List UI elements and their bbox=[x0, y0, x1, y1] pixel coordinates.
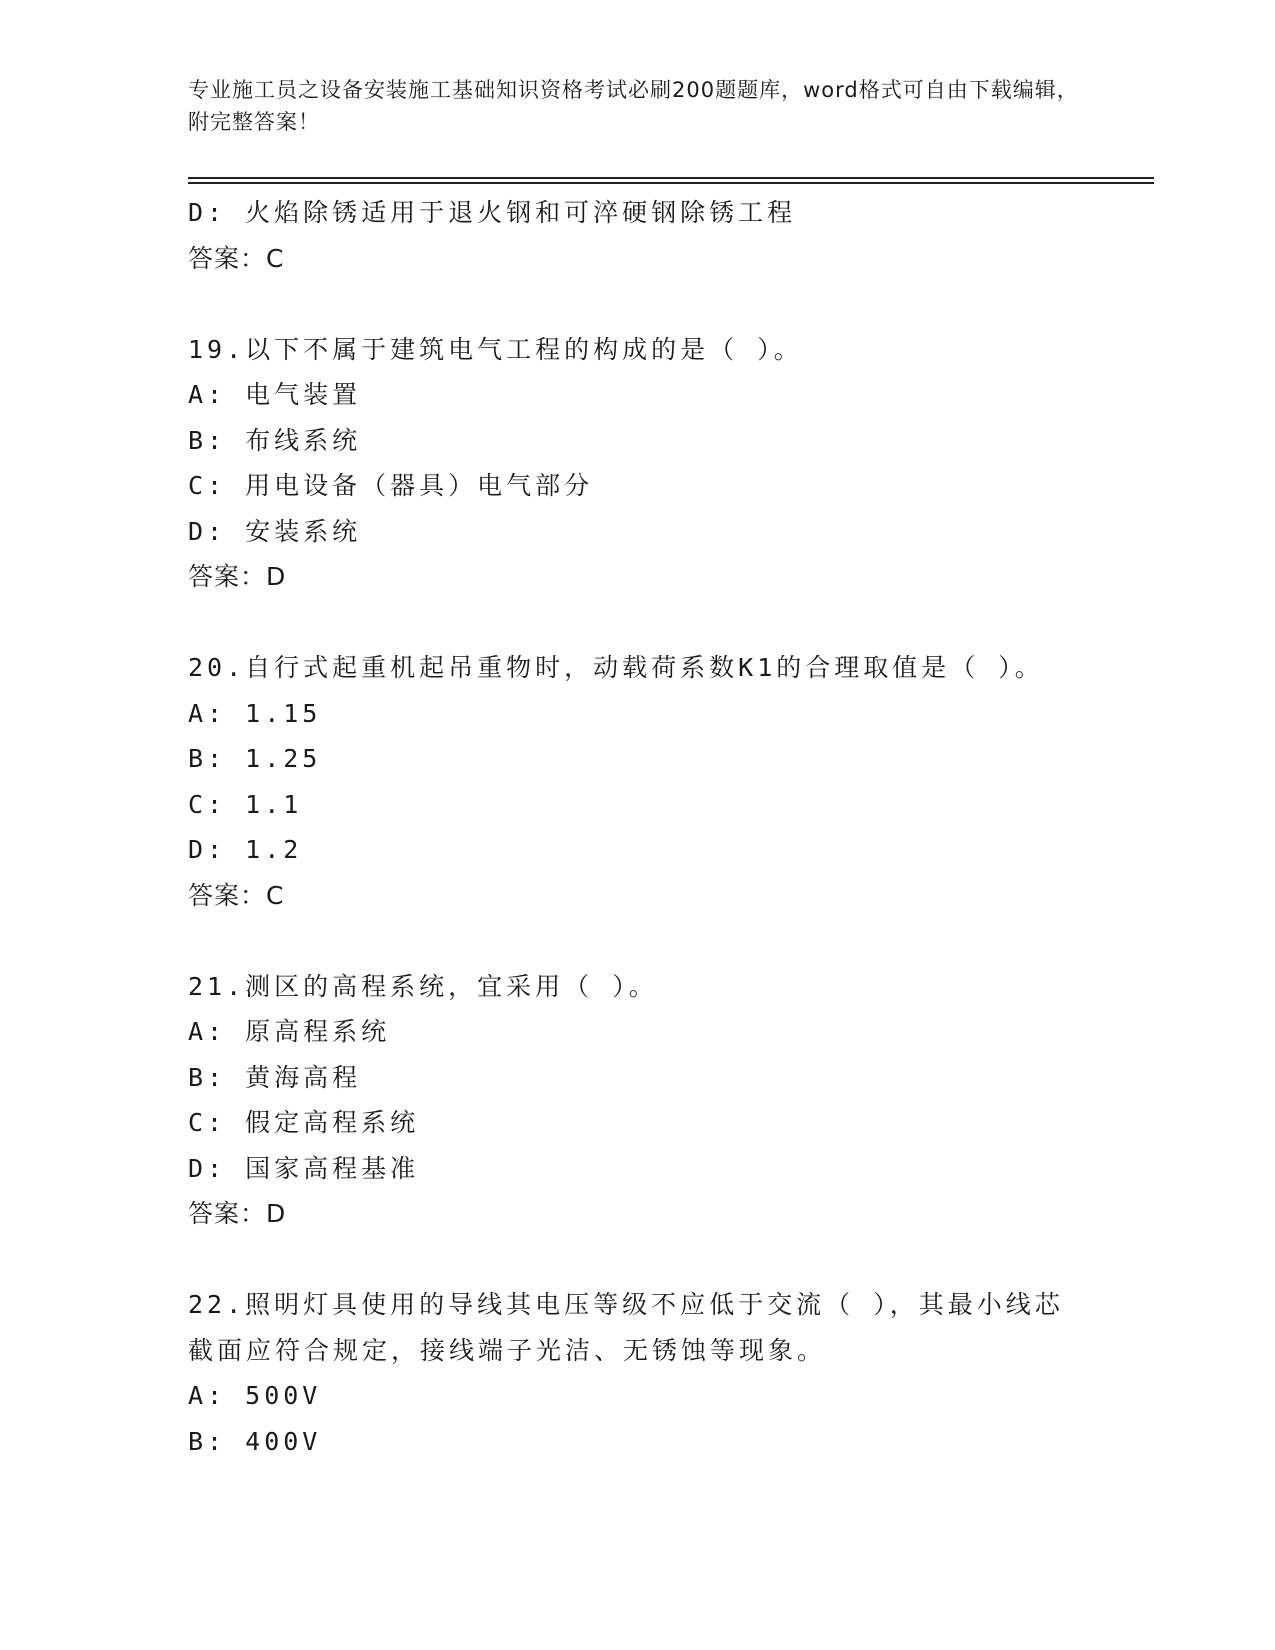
question-stem: 21.测区的高程系统，宜采用（ ）。 bbox=[188, 971, 658, 1001]
spacer bbox=[188, 281, 1088, 327]
question-19 bbox=[188, 327, 1088, 600]
option-c: C: 用电设备（器具）电气部分 bbox=[188, 471, 594, 500]
option-d: D: 安装系统 bbox=[188, 516, 362, 546]
question-22 bbox=[188, 1282, 1088, 1464]
option-b: B: 400V bbox=[188, 1426, 322, 1456]
answer: 答案：D bbox=[188, 562, 287, 591]
question-stem: 19.以下不属于建筑电气工程的构成的是（ ）。 bbox=[188, 334, 803, 364]
question-stem: 20.自行式起重机起吊重物时，动载荷系数K1的合理取值是（ ）。 bbox=[188, 653, 1044, 682]
previous-question-tail bbox=[188, 190, 1088, 281]
option-a: A: 原高程系统 bbox=[188, 1017, 391, 1046]
option-a: A: 500V bbox=[188, 1381, 322, 1410]
answer: 答案：D bbox=[188, 1199, 287, 1228]
spacer bbox=[188, 918, 1088, 964]
option-c: C: 假定高程系统 bbox=[188, 1108, 420, 1137]
option-d: D: 火焰除锈适用于退火钢和可淬硬钢除锈工程 bbox=[188, 198, 797, 227]
question-stem-line-2: 截面应符合规定，接线端子光洁、无锈蚀等现象。 bbox=[188, 1335, 827, 1365]
option-d: D: 1.2 bbox=[188, 835, 303, 864]
answer: 答案：C bbox=[188, 243, 285, 273]
question-list bbox=[188, 190, 1088, 1464]
option-a: A: 1.15 bbox=[188, 698, 322, 728]
option-c: C: 1.1 bbox=[188, 789, 303, 819]
option-b: B: 布线系统 bbox=[188, 425, 362, 455]
spacer bbox=[188, 600, 1088, 646]
spacer bbox=[188, 1237, 1088, 1283]
option-d: D: 国家高程基准 bbox=[188, 1153, 420, 1183]
option-b: B: 黄海高程 bbox=[188, 1062, 362, 1092]
header-rule-bottom bbox=[188, 182, 1154, 184]
question-21 bbox=[188, 964, 1088, 1237]
answer: 答案：C bbox=[188, 880, 285, 910]
option-b: B: 1.25 bbox=[188, 744, 322, 773]
header-rule-top bbox=[188, 177, 1154, 179]
document-header: 专业施工员之设备安装施工基础知识资格考试必刷200题题库，word格式可自由下载编辑，附完整答案！ bbox=[188, 78, 1079, 134]
option-a: A: 电气装置 bbox=[188, 380, 362, 409]
question-20 bbox=[188, 645, 1088, 918]
question-stem-line-1: 22.照明灯具使用的导线其电压等级不应低于交流（ ），其最小线芯 bbox=[188, 1290, 1064, 1319]
